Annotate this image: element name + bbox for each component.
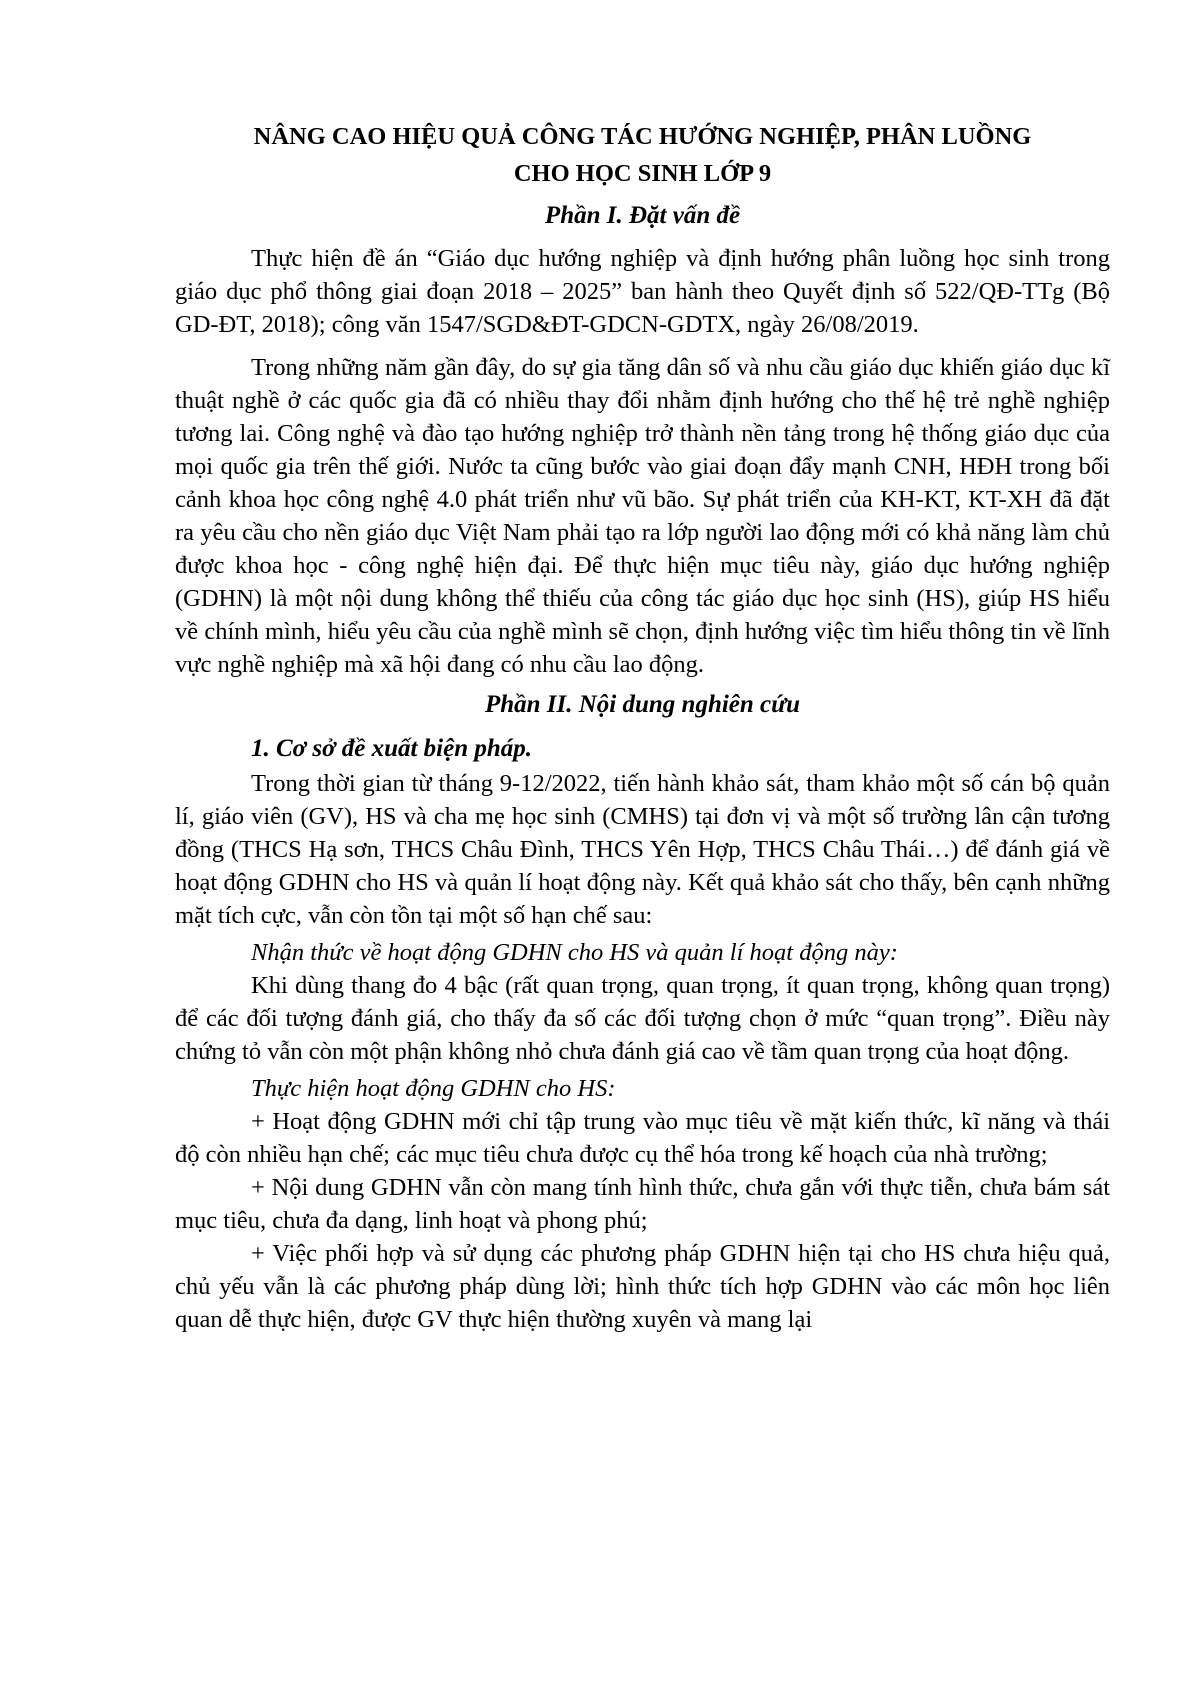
part-1-paragraph-1: Thực hiện đề án “Giáo dục hướng nghiệp và định hướng phân luồng học sinh trong giáo dục phổ thông giai đoạn 2018 – 2025” ban hành theo Quyết định số 522/QĐ-TTg (Bộ GD-ĐT, 2018); công văn 1547/SGD&ĐT-GDCN-GDTX, ngày 26/08/2019. (175, 245, 1110, 338)
part-1-paragraph-2: Trong những năm gần đây, do sự gia tăng dân số và nhu cầu giáo dục khiến giáo dục kĩ thuật nghề ở các quốc gia đã có nhiều thay đổi nhằm định hướng cho thế hệ trẻ nghề nghiệp tương lai. Công nghệ và đào tạo hướng nghiệp trở thành nền tảng trong hệ thống giáo dục của mọi quốc gia trên thế giới. Nước ta cũng bước vào giai đoạn đẩy mạnh CNH, HĐH trong bối cảnh khoa học công nghệ 4.0 phát triển như vũ bão. Sự phát triển của KH-KT, KT-XH đã đặt ra yêu cầu cho nền giáo dục Việt Nam phải tạo ra lớp người lao động mới có khả năng làm chủ được khoa học - công nghệ hiện đại. Để thực hiện mục tiêu này, giáo dục hướng nghiệp (GDHN) là một nội dung không thể thiếu của công tác giáo dục học sinh (HS), giúp HS hiểu về chính mình, hiểu yêu cầu của nghề mình sẽ chọn, định hướng việc tìm hiểu thông tin về lĩnh vực nghề nghiệp mà xã hội đang có nhu cầu lao động. (175, 354, 1110, 678)
section-1-paragraph-1: Trong thời gian từ tháng 9-12/2022, tiến hành khảo sát, tham khảo một số cán bộ quản lí, giáo viên (GV), HS và cha mẹ học sinh (CMHS) tại đơn vị và một số trường lân cận tương đồng (THCS Hạ sơn, THCS Châu Đình, THCS Yên Hợp, THCS Châu Thái…) để đánh giá về hoạt động GDHN cho HS và quản lí hoạt động này. Kết quả khảo sát cho thấy, bên cạnh những mặt tích cực, vẫn còn tồn tại một số hạn chế sau: (175, 770, 1110, 929)
bullet-item-3: + Việc phối hợp và sử dụng các phương pháp GDHN hiện tại cho HS chưa hiệu quả, chủ yếu vẫn là các phương pháp dùng lời; hình thức tích hợp GDHN vào các môn học liên quan dễ thực hiện, được GV thực hiện thường xuyên và mang lại (175, 1240, 1110, 1333)
part-2-heading: Phần II. Nội dung nghiên cứu (484, 691, 801, 718)
bullet-item-1: + Hoạt động GDHN mới chỉ tập trung vào mục tiêu về mặt kiến thức, kĩ năng và thái độ còn nhiều hạn chế; các mục tiêu chưa được cụ thể hóa trong kế hoạch của nhà trường; (175, 1108, 1110, 1168)
bullet-item-2: + Nội dung GDHN vẫn còn mang tính hình thức, chưa gắn với thực tiễn, chưa bám sát mục tiêu, chưa đa dạng, linh hoạt và phong phú; (175, 1174, 1110, 1234)
part-1-heading: Phần I. Đặt vấn đề (544, 202, 741, 229)
implementation-label: Thực hiện hoạt động GDHN cho HS: (251, 1075, 616, 1102)
awareness-label: Nhận thức về hoạt động GDHN cho HS và quản lí hoạt động này: (251, 939, 898, 966)
title-line-1: NÂNG CAO HIỆU QUẢ CÔNG TÁC HƯỚNG NGHIỆP, PHÂN LUỒNG (253, 123, 1032, 150)
section-1-heading: 1. Cơ sở đề xuất biện pháp. (251, 735, 533, 762)
document-page (175, 118, 1110, 1336)
title-line-2: CHO HỌC SINH LỚP 9 (513, 160, 772, 187)
awareness-paragraph: Khi dùng thang đo 4 bậc (rất quan trọng, quan trọng, ít quan trọng, không quan trọng) để các đối tượng đánh giá, cho thấy đa số các đối tượng chọn ở mức “quan trọng”. Điều này chứng tỏ vẫn còn một phận không nhỏ chưa đánh giá cao về tầm quan trọng của hoạt động. (175, 972, 1110, 1065)
document-title (175, 118, 1110, 192)
